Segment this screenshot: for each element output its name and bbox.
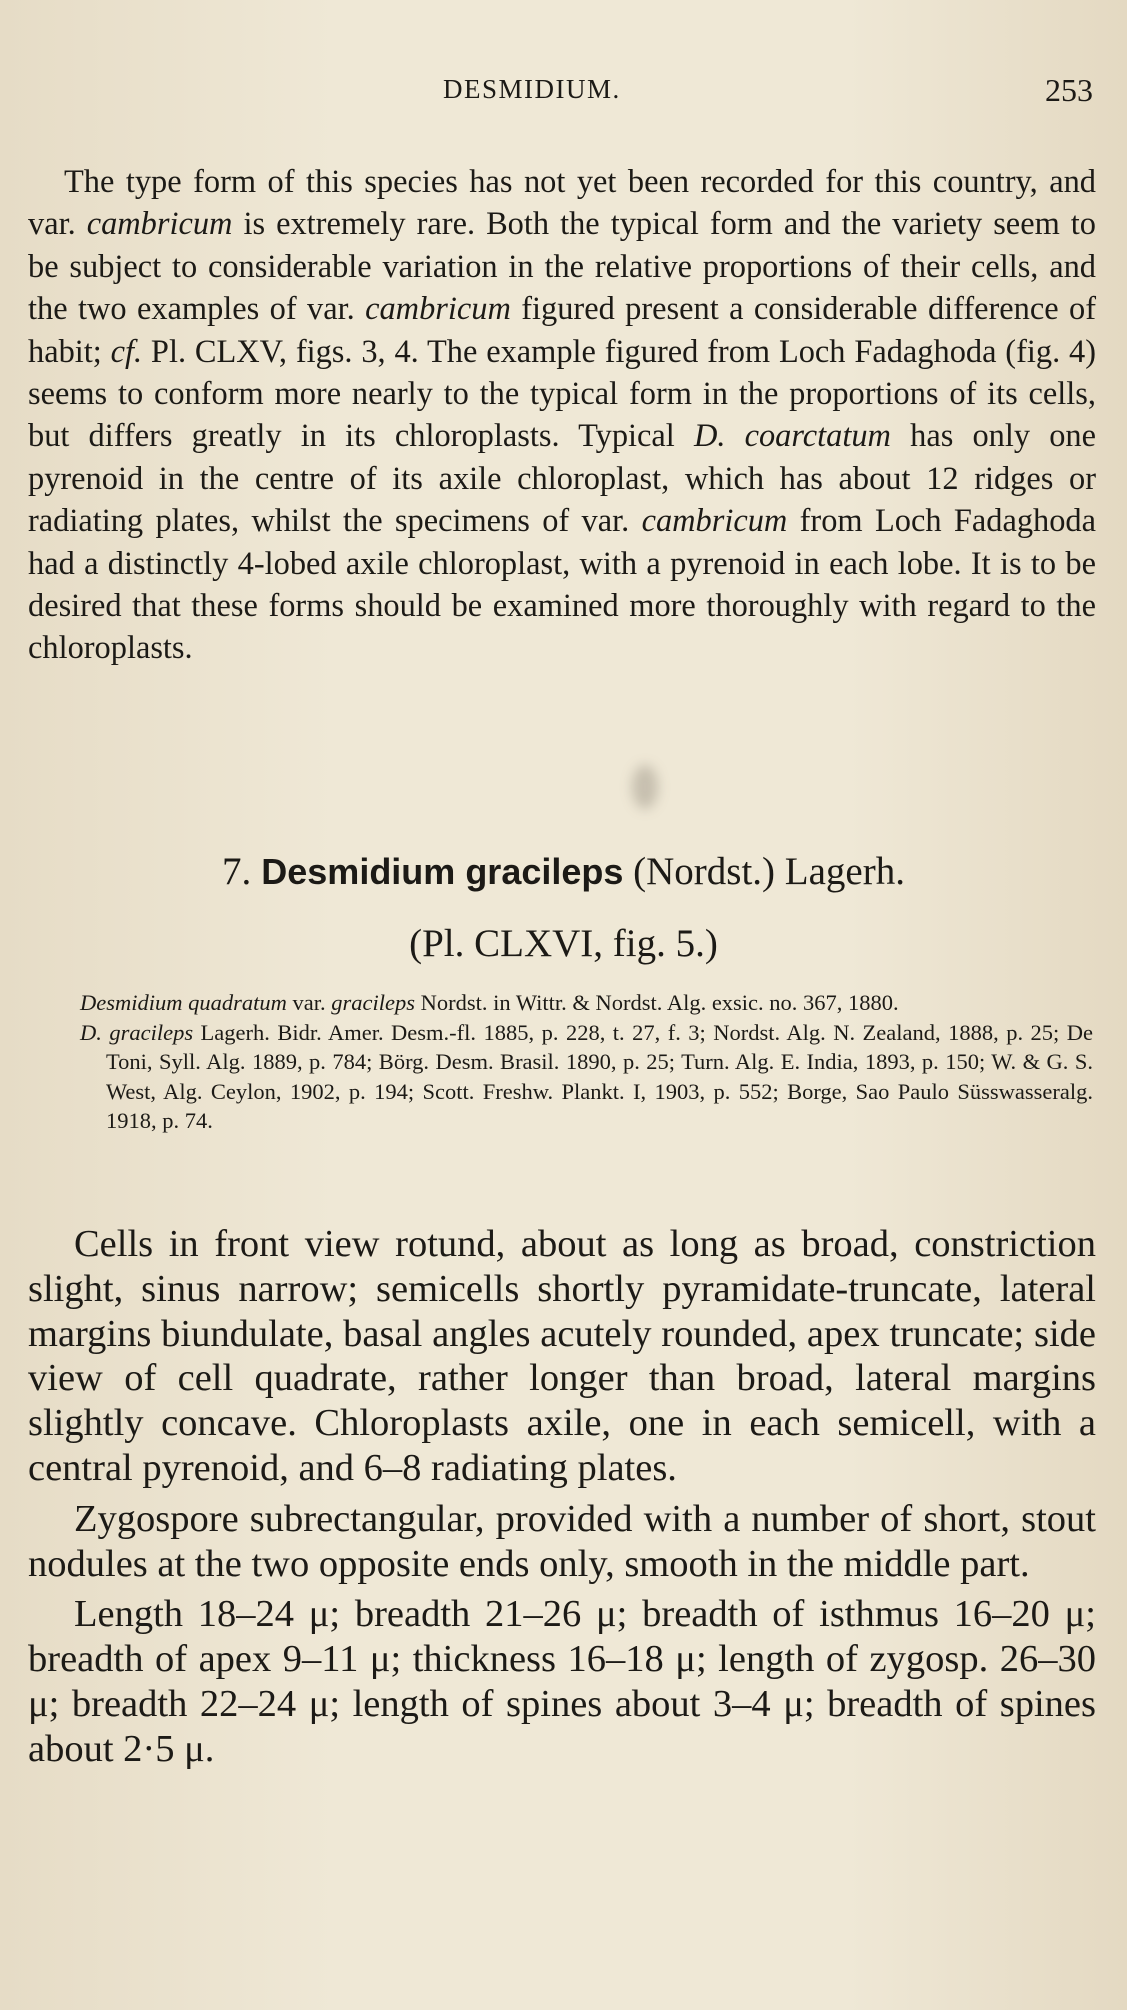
italic-taxon: gracileps bbox=[331, 990, 415, 1015]
italic-taxon: Desmidium quadratum bbox=[80, 990, 287, 1015]
running-title: DESMIDIUM. bbox=[443, 74, 621, 104]
intro-text-run: from Loch Fadaghoda had a distinctly 4-lobed axile chloroplast, with a pyrenoid in each lobe. It is to be desired that these forms should be examined more thoroughly with regard to the chloroplasts. bbox=[28, 503, 1096, 667]
synonym-entry bbox=[80, 988, 1093, 1018]
species-authority: (Nordst.) Lagerh. bbox=[633, 850, 905, 893]
species-heading bbox=[0, 848, 1127, 896]
italic-taxon: cambricum bbox=[641, 503, 788, 540]
italic-abbrev: cf. bbox=[110, 333, 143, 370]
running-head bbox=[0, 74, 1127, 114]
italic-taxon: cambricum bbox=[365, 291, 511, 328]
intro-text-run: Pl. CLXV, figs. 3, 4. The example figured from Loch Fadaghoda (fig. 4) seems to conform more nearly to the typical form in the proportions of its cells, but differs greatly in its chloroplasts. Typical bbox=[28, 333, 1096, 455]
intro-paragraph bbox=[28, 161, 1096, 670]
synonym-text: Lagerh. Bidr. Amer. Desm.-fl. 1885, p. 228, t. 27, f. 3; Nordst. Alg. N. Zealand, 1888, p. 25; De Toni, Syll. Alg. 1889, p. 784; Börg. Desm. Brasil. 1890, p. 25; Turn. Alg. E. India, 1893, p. 150; W. & G. S. West, Alg. Ceylon, 1902, p. 194; Scott. Freshw. Plankt. I, 1903, p. 552; Borge, Sao Paulo Süsswasseralg. 1918, p. 74. bbox=[106, 1019, 1093, 1133]
synonym-text: Nordst. in Wittr. & Nordst. Alg. exsic. no. 367, 1880. bbox=[415, 990, 899, 1015]
synonymy-block bbox=[80, 988, 1093, 1136]
italic-taxon: D. coarctatum bbox=[693, 418, 891, 455]
species-name: Desmidium gracileps bbox=[261, 851, 624, 892]
page-smudge bbox=[632, 765, 658, 809]
species-description bbox=[28, 1222, 1096, 1778]
synonym-entry bbox=[80, 1018, 1093, 1136]
intro-text bbox=[28, 161, 1096, 670]
intro-text-run: has only one pyrenoid in the centre of its axile chloroplast, which has about 12 ridges or radiating plates, whilst the specimens of var. bbox=[28, 418, 1096, 540]
page-number: 253 bbox=[1045, 72, 1093, 108]
plate-reference: (Pl. CLXVI, fig. 5.) bbox=[409, 922, 718, 965]
italic-taxon: D. gracileps bbox=[80, 1019, 194, 1045]
zygospore-description: Zygospore subrectangular, provided with a number of short, stout nodules at the two opposite ends only, smooth in the middle part. bbox=[28, 1497, 1096, 1585]
intro-text-run: The type form of this species has not yet been recorded for this country, and var. bbox=[28, 164, 1096, 243]
intro-text-run: is extremely rare. Both the typical form and the variety seem to be subject to considerable variation in the relative proportions of their cells, and the two examples of var. bbox=[28, 206, 1096, 328]
cell-description: Cells in front view rotund, about as long as broad, constriction slight, sinus narrow; semicells shortly pyramidate-truncate, lateral margins biundulate, basal angles acutely rounded, apex truncate; side view of cell quadrate, rather longer than broad, lateral margins slightly concave. Chloroplasts axile, one in each semicell, with a central pyrenoid, and 6–8 radiating plates. bbox=[28, 1223, 1096, 1489]
species-number: 7. bbox=[222, 850, 252, 893]
dimensions: Length 18–24 μ; breadth 21–26 μ; breadth of isthmus 16–20 μ; breadth of apex 9–11 μ; thickness 16–18 μ; length of zygosp. 26–30 μ; breadth 22–24 μ; length of spines about 3–4 μ; breadth of spines about 2·5 μ. bbox=[28, 1593, 1096, 1770]
synonym-text: var. bbox=[286, 990, 332, 1015]
italic-taxon: cambricum bbox=[86, 206, 233, 243]
intro-text-run: figured present a considerable difference of habit; bbox=[28, 291, 1096, 370]
